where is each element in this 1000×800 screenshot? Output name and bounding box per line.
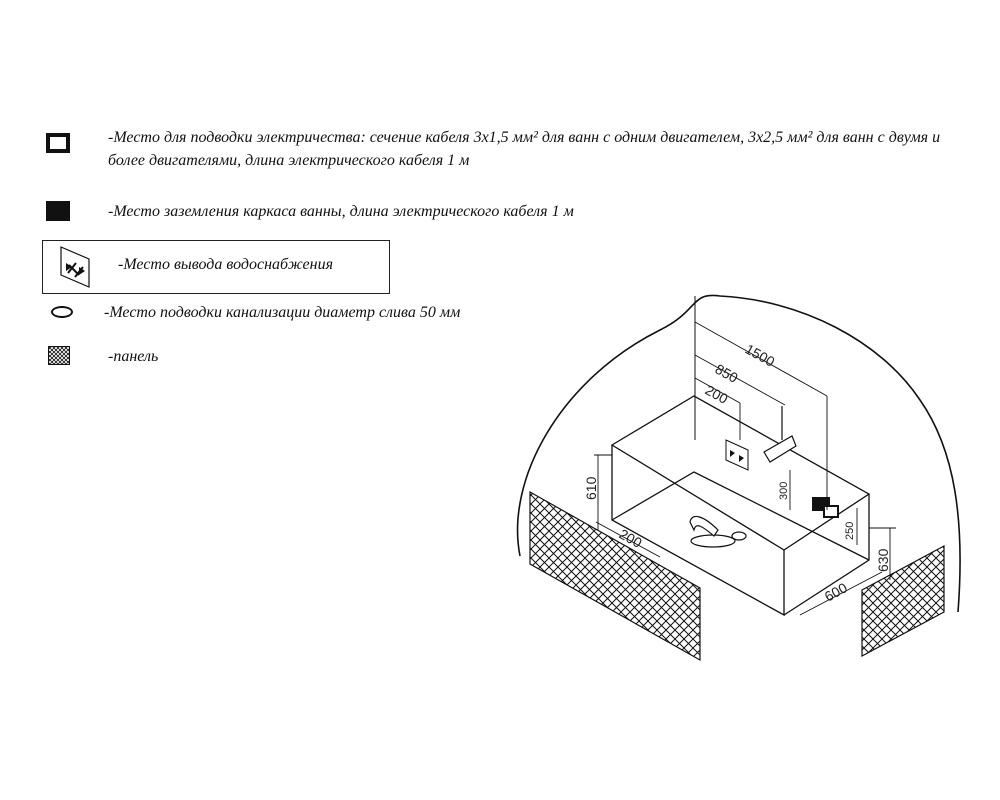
spout-icon xyxy=(764,406,796,462)
legend-ground: -Место заземления каркаса ванны, длина электрического кабеля 1 м xyxy=(108,203,574,220)
legend-panel: -панель xyxy=(108,348,159,365)
front-panel xyxy=(530,492,700,660)
legend-electric-line1: -Место для подводки электричества: сечение кабеля 3х1,5 мм² для ванн с одним двигателем, 3х2,5 мм² для ванн с двумя и xyxy=(108,129,941,146)
legend-electric-line2: более двигателями, длина электрического кабеля 1 м xyxy=(108,152,470,169)
wall-electric-box-icon xyxy=(812,497,838,517)
dim-200-top: 200 xyxy=(702,381,731,407)
dim-200-bottom: 200 xyxy=(616,525,645,551)
dim-610: 610 xyxy=(583,476,599,500)
legend-water: -Место вывода водоснабжения xyxy=(118,256,334,273)
dim-630: 630 xyxy=(875,548,891,572)
legend-drain: -Место подводки канализации диаметр слива 50 мм xyxy=(104,304,461,321)
dim-250: 250 xyxy=(844,521,856,540)
wall-water-outlet-icon xyxy=(726,440,748,470)
dim-600: 600 xyxy=(821,579,850,605)
dim-1500: 1500 xyxy=(742,340,778,370)
dim-300: 300 xyxy=(778,481,790,500)
dim-850: 850 xyxy=(712,360,741,386)
